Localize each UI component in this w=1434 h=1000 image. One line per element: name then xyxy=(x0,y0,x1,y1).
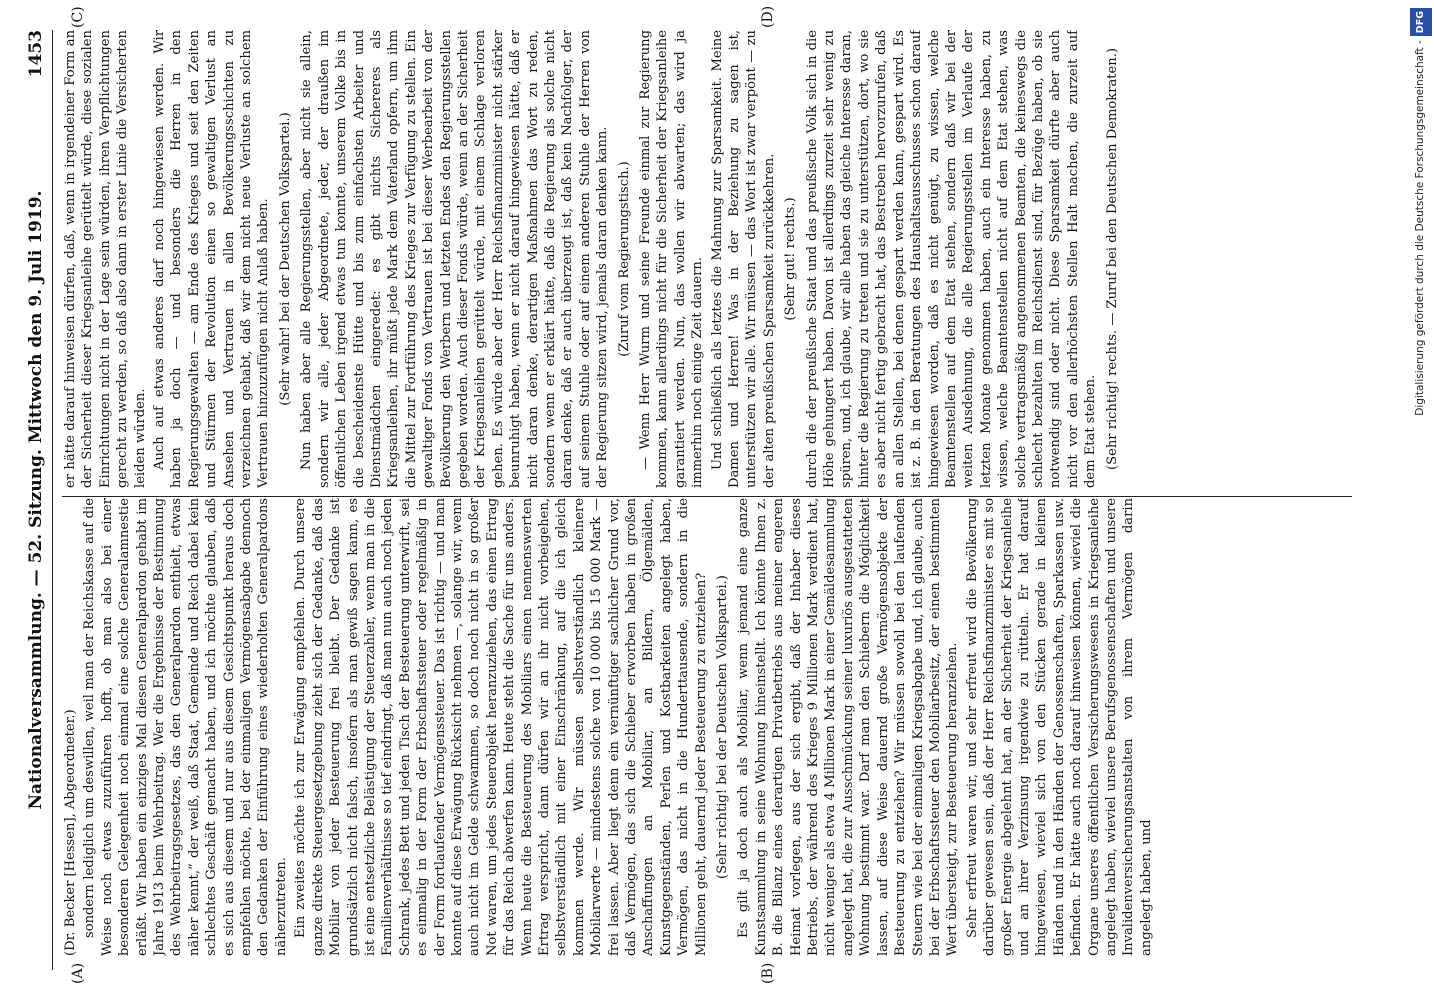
paragraph: durch die der preußische Staat und das preußische Volk sich in die Höhe gehungert haben. Davon ist allerdings zurzeit sehr wenig zu spüren, und, ich glaube, wir alle haben das gleiche Interesse daran, hinter die Regierung zu treten und sie zu unterstützen, dort, wo sie es aber nicht fertig gebracht hat, das Bestreben hervorzurufen, daß an allen Stellen, bei denen gespart werden kann, gespart wird. Es ist z. B. in den Beratungen des Haushaltsausschusses schon darauf hingewiesen worden, daß es nicht genügt, zu wissen, welche Beamtenstellen auf dem Etat stehen, sondern daß wir bei der weiten Ausdehnung, die alle Regierungsstellen im Verlaufe der letzten Monate genommen haben, auch ein Interesse haben, zu wissen, welche Beamtenstellen nicht auf dem Etat stehen, was solche vertragsmäßig angenommenen Beamten, die keineswegs die schlecht bezahlten im Reichsdienst sind, für Bezüge haben, ob sie notwendig sind oder nicht. Diese Sparsamkeit dürfte aber auch nicht vor den allerhöchsten Stellen Halt machen, die zurzeit auf dem Etat stehen. xyxy=(804,30,1099,488)
margin-marker-d: (D) xyxy=(760,5,776,28)
paragraph: Und schließlich als letztes die Mahnung zur Sparsamkeit. Meine Damen und Herren! Was in der Beziehung zu sagen ist, unterstützen wir alle. Wir müssen — das Wort ist zwar verpönt — zu der alten preußischen Sparsamkeit zurückkehren. xyxy=(709,30,777,488)
paragraph: Ein zweites möchte ich zur Erwägung empfehlen. Durch unsere ganze direkte Steuergesetzgebung zieht sich der Gedanke, daß das Mobiliar von jeder Besteuerung frei bleibt. Der Gedanke ist grundsätzlich nicht falsch, insofern als man gewiß sagen kann, es ist eine entsetzliche Belästigung der Steuerzahler, wenn man in die Familienverhältnisse so tief eindringt, daß man nun auch noch jeden Schrank, jedes Bett und jeden Tisch der Besteuerung unterwirft, sei es einmalig in der Form der Erbschaftssteuer oder regelmäßig in der Form fortlaufender Vermögenssteuer. Das ist richtig — und man konnte auf diese Erwägung Rücksicht nehmen —, solange wir, wenn auch nicht im Gelde schwammen, so doch noch nicht in so großer Not waren, um jedes Steuerobjekt heranzuziehen, das einen Ertrag für das Reich abwerfen kann. Heute steht die Sache für uns anders. Wenn heute die Besteuerung des Mobiliars einen nennenswerten Ertrag verspricht, dann dürfen wir an ihr nicht vorbeigehen, selbstverständlich mit einer Einschränkung, auf die ich gleich kommen werde. Wir müssen selbstverständlich kleinere Mobilarwerte — mindestens solche von 10 000 bis 15 000 Mark — frei lassen. Aber liegt denn ein vernünftiger sachlicher Grund vor, daß Vermögen, das sich die Schieber erworben haben in großen Anschaffungen an Mobiliar, an Bildern, Ölgemälden, Kunstgegenständen, Perlen und Kostbarkeiten angelegt haben, Vermögen, das nicht in die Hunderttausende, sondern in die Millionen geht, dauernd jeder Besteuerung zu entziehen? xyxy=(293,498,709,956)
right-column xyxy=(62,30,1352,488)
interjection: (Sehr richtig! bei der Deutschen Volkspartei.) xyxy=(715,575,731,879)
margin-marker-a: (A) xyxy=(70,962,86,984)
interjection: (Sehr wahr! bei der Deutschen Volkspartei.) xyxy=(277,112,293,406)
paragraph: Auch auf etwas anderes darf noch hingewiesen werden. Wir haben ja doch — und besonders die Herren in den Regierungsgewalten — am Ende des Krieges und seit den Zeiten und Stürmen der Revolution einen so gewaltigen Verlust an Ansehen und Vertrauen in allen Bevölkerungsschichten zu verzeichnen gehabt, daß wir dem nicht neue Verluste an solchem Vertrauen hinzuzufügen nicht Anlaß haben. xyxy=(152,30,272,488)
digitization-note xyxy=(1409,8,1431,988)
running-title: Nationalversammlung. — 52. Sitzung. Mittwoch den 9. Juli 1919. xyxy=(26,190,46,810)
dfg-logo: DFG xyxy=(1410,8,1432,36)
margin-marker-b: (B) xyxy=(760,962,776,984)
interjection: (Sehr richtig! rechts. — Zuruf bei den Deutschen Demokraten.) xyxy=(1104,48,1120,470)
speaker-line: (Dr. Becker [Hessen], Abgeordneter.) xyxy=(63,709,78,956)
column-divider xyxy=(62,496,1352,497)
interjection: (Zuruf vom Regierungstisch.) xyxy=(616,161,632,357)
interjection: (Sehr gut! rechts.) xyxy=(783,197,799,321)
paragraph: Nun haben aber alle Regierungsstellen, aber nicht sie allein, sondern wir alle, jeder Abgeordnete, jeder, der draußen im öffentlichen Leben irgend etwas tun konnte, unserem Volke bis in die bescheidenste Hütte und bis zum einfachsten Arbeiter und Dienstmädchen eingeredet: es gibt nichts Sichereres als Kriegsanleihen, ihr müßt jede Mark dem Vaterland opfern, um ihm die Mittel zur Fortführung des Krieges zur Verfügung zu stellen. Ein gewaltiger Fonds von Vertrauen ist bei dieser Werbearbeit von der Bevölkerung den Werbern und letzten Endes den Regierungsstellen gegeben worden. Auch dieser Fonds würde, wenn an der Sicherheit der Kriegsanleihen gerüttelt würde, mit einem Schlage verloren gehen. Es würde aber der Herr Reichsfinanzminister nicht stärker beunruhigt haben, wenn er nicht darauf hingewiesen hätte, daß er nicht daran denke, derartigen Maßnahmen das Wort zu reden, sondern wenn er erklärt hätte, daß die Regierung als solche nicht daran denke, daß er auch überzeugt ist, daß kein Nachfolger, der auf seinem Stuhle oder auf einem anderen Stuhle der Herren von der Regierung sitzen wird, jemals daran denken kann. xyxy=(299,30,611,488)
paragraph: Es gilt ja doch auch als Mobiliar, wenn jemand eine ganze Kunstsammlung in seine Wohnung hineinstellt. Ich könnte Ihnen z. B. die Bilanz eines derartigen Privatbetriebs aus meiner engeren Heimat vorlegen, aus der sich ergibt, daß der Inhaber dieses Betriebs, der während des Krieges 9 Millionen Mark verdient hat, nicht weniger als etwa 4 Millionen Mark in einer Gemäldesammlung angelegt hat, die zur Ausschmückung seiner luxuriös ausgestatteten Wohnung bestimmt war. Darf man den Schiebern die Möglichkeit lassen, auf diese Weise dauernd große Vermögensobjekte der Besteuerung zu entziehen? Wir müssen sowohl bei den laufenden Steuern wie bei der einmaligen Kriegsabgabe und, ich glaube, auch bei der Erbschaftssteuer den Mobiliarbesitz, der einen bestimmten Wert übersteigt, zur Besteuerung heranziehen. xyxy=(736,498,961,956)
page-number: 1453 xyxy=(26,30,46,78)
paragraph: er hätte darauf hinweisen dürfen, daß, wenn in irgendeiner Form an der Sicherheit dieser Kriegsanleihe gerüttelt würde, diese sozialen Einrichtungen nicht in der Lage sein würden, ihren Verpflichtungen gerecht zu werden, so daß also dann in erster Linie die Versicherten leiden würden. xyxy=(63,30,148,488)
margin-marker-c: (C) xyxy=(70,6,86,28)
paragraph: — Wenn Herr Wurm und seine Freunde einmal zur Regierung kommen, kann allerdings nicht für die Sicherheit der Kriegsanleihe garantiert werden. Nun, das wollen wir abwarten; das wird ja immerhin noch einige Zeit dauern. xyxy=(638,30,706,488)
page-header xyxy=(18,30,53,970)
paragraph: sondern lediglich um deswillen, weil man der Reichskasse auf die Weise noch etwas zuzuführen hofft, ob man also bei einer besonderen Gelegenheit noch einmal eine solche Generalamnestie erläßt. Wir haben ein einziges Mal diesen Generalpardon gehabt im Jahre 1913 beim Wehrbeitrag. Wer die Ergebnisse der Bestimmung des Wehrbeitragsgesetzes, das den Generalpardon enthielt, etwas näher kennt,“ der weiß, daß Staat, Gemeinde und Reich dabei kein schlechtes Geschäft gemacht haben, und ich möchte glauben, daß es sich aus diesem und nur aus diesem Gesichtspunkt heraus doch empfehlen möchte, bei der einmaligen Vermögensabgabe dennoch den Gedanken der Einführung eines wiederholten Generalpardons näherzutreten. xyxy=(82,498,289,956)
left-column xyxy=(62,498,1352,956)
paragraph: Sehr erfreut waren wir, und sehr erfreut wird die Bevölkerung darüber gewesen sein, daß der Herr Reichsfinanzminister es mit so großer Energie abgelehnt hat, an der Sicherheit der Kriegsanleihe und an ihrer Verzinsung irgendwie zu rütteln. Er hat darauf hingewiesen, wieviel sich von den Stücken gerade in kleinen Händen und in den Händen der Genossenschaften, Sparkassen usw. befinden. Er hätte auch noch darauf hinweisen können, wieviel die Organe unseres öffentlichen Versicherungswesens in Kriegsanleihe angelegt haben, wieviel unsere Berufsgenossenschaften und unsere Invalidenversicherungsanstalten von ihrem Vermögen darin angelegt haben, und xyxy=(964,498,1154,956)
digitization-note-text: Digitalisierung gefördert durch die Deutsche Forschungsgemeinschaft - xyxy=(1414,40,1426,416)
